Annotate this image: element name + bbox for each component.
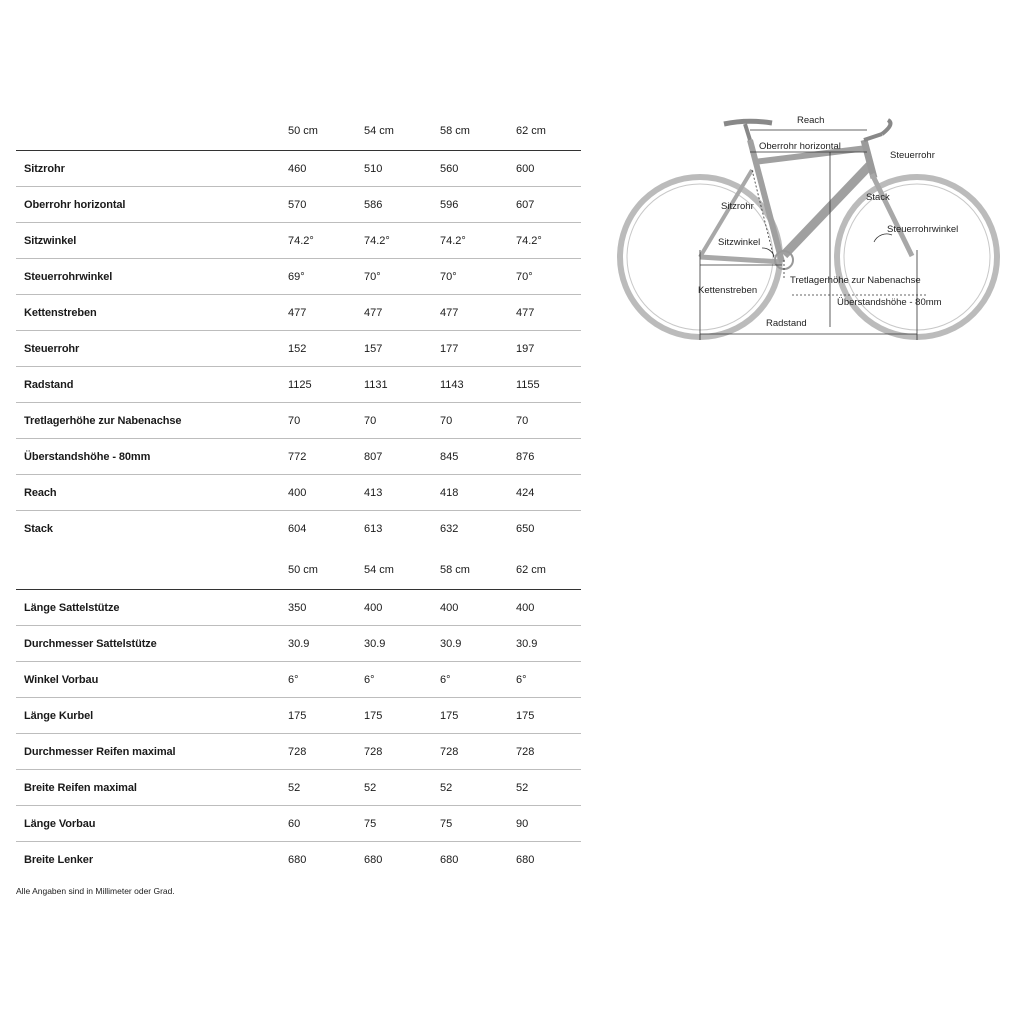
size-header: 62 cm: [516, 112, 581, 151]
cell-value: 424: [516, 475, 581, 511]
size-header: 54 cm: [364, 551, 440, 590]
down-tube: [784, 165, 870, 255]
cell-value: 728: [288, 734, 364, 770]
stack-label: Stack: [866, 192, 890, 203]
chain-stay: [700, 257, 782, 262]
cell-value: 876: [516, 439, 581, 475]
cell-value: 69°: [288, 259, 364, 295]
row-label: Radstand: [16, 367, 288, 403]
fork: [872, 174, 912, 256]
cell-value: 30.9: [364, 626, 440, 662]
geometry-table-body: [16, 151, 581, 547]
row-label: Sitzwinkel: [16, 223, 288, 259]
cell-value: 60: [288, 806, 364, 842]
cell-value: 175: [516, 698, 581, 734]
cell-value: 596: [440, 187, 516, 223]
cell-value: 680: [440, 853, 459, 866]
cell-value: 728: [516, 734, 581, 770]
table-row: [16, 403, 581, 439]
size-header: 58 cm: [440, 551, 516, 590]
cell-value: 52: [288, 770, 364, 806]
table-row: [16, 770, 581, 806]
cell-value: 607: [516, 187, 581, 223]
row-label: Reach: [16, 475, 288, 511]
cell-value: 680: [288, 853, 307, 866]
row-label: Steuerrohrwinkel: [16, 259, 288, 295]
cell-value: 6°: [364, 662, 440, 698]
cell-value: 70°: [364, 259, 440, 295]
size-header: 54 cm: [364, 112, 440, 151]
cell-value: 477: [364, 295, 440, 331]
cell-value: 175: [440, 698, 516, 734]
row-label: Länge Vorbau: [16, 806, 288, 842]
table-row: [16, 662, 581, 698]
cell-value: 728: [440, 734, 516, 770]
cell-value: 30.9: [516, 626, 581, 662]
row-label: Stack: [24, 522, 53, 535]
cell-value: 70: [364, 403, 440, 439]
table-row: [16, 187, 581, 223]
stem: [864, 134, 882, 140]
table-row: [16, 806, 581, 842]
cell-value: 613: [364, 522, 383, 535]
cell-value: 1131: [364, 367, 440, 403]
table-row: [16, 151, 581, 187]
table-row: [16, 511, 581, 547]
cell-value: 460: [288, 151, 364, 187]
row-label: Breite Lenker: [24, 853, 94, 866]
cell-value: 74.2°: [440, 223, 516, 259]
table-row: [16, 590, 581, 626]
cell-value: 845: [440, 439, 516, 475]
table-row: [16, 295, 581, 331]
cell-value: 560: [440, 151, 516, 187]
cell-value: 570: [288, 187, 364, 223]
table-row: [16, 734, 581, 770]
bike-geometry-diagram: [612, 110, 1007, 345]
cell-value: 75: [364, 806, 440, 842]
cell-value: 650: [516, 522, 535, 535]
size-header: 62 cm: [516, 551, 581, 590]
cell-value: 586: [364, 187, 440, 223]
cell-value: 400: [364, 590, 440, 626]
row-label: Länge Kurbel: [16, 698, 288, 734]
row-label: Tretlagerhöhe zur Nabenachse: [16, 403, 288, 439]
table-row: [16, 259, 581, 295]
cell-value: 197: [516, 331, 581, 367]
top-tube-label: Oberrohr horizontal: [759, 141, 841, 152]
row-label: Oberrohr horizontal: [16, 187, 288, 223]
table-row: [16, 698, 581, 734]
components-table-body: [16, 590, 581, 878]
cell-value: 477: [288, 295, 364, 331]
cell-value: 177: [440, 331, 516, 367]
size-header-row: [16, 551, 581, 590]
cell-value: 1155: [516, 367, 581, 403]
cell-value: 157: [364, 331, 440, 367]
standover-label: Überstandshöhe - 80mm: [837, 297, 942, 308]
cell-value: 74.2°: [516, 223, 581, 259]
cell-value: 510: [364, 151, 440, 187]
row-label: Sitzrohr: [16, 151, 288, 187]
size-header-row: [16, 112, 581, 151]
cell-value: 74.2°: [364, 223, 440, 259]
cell-value: 400: [288, 475, 364, 511]
cell-value: 6°: [516, 662, 581, 698]
table-row: [16, 475, 581, 511]
cell-value: 413: [364, 475, 440, 511]
cell-value: 418: [440, 475, 516, 511]
size-header: 58 cm: [440, 112, 516, 151]
chainstay-label: Kettenstreben: [698, 285, 758, 296]
cell-value: 70°: [440, 259, 516, 295]
cell-value: 90: [516, 806, 581, 842]
cell-value: 728: [364, 734, 440, 770]
table-row: [16, 626, 581, 662]
cell-value: 74.2°: [288, 223, 364, 259]
head-angle-label: Steuerrohrwinkel: [887, 224, 959, 235]
cell-value: 30.9: [440, 626, 516, 662]
components-table: [16, 551, 581, 877]
cell-value: 175: [288, 698, 364, 734]
cell-value: 680: [516, 853, 535, 866]
wheelbase-label: Radstand: [766, 318, 807, 329]
row-label: Kettenstreben: [16, 295, 288, 331]
saddle: [724, 121, 772, 124]
cell-value: 632: [440, 522, 459, 535]
footnote: Alle Angaben sind in Millimeter oder Grad.: [16, 886, 175, 896]
table-row: [16, 842, 581, 878]
cell-value: 604: [288, 522, 307, 535]
head-tube-label: Steuerrohr: [890, 150, 935, 161]
cell-value: 477: [516, 295, 581, 331]
cell-value: 6°: [440, 662, 516, 698]
seat-tube-label: Sitzrohr: [721, 201, 754, 212]
cell-value: 477: [440, 295, 516, 331]
cell-value: 70: [516, 403, 581, 439]
cell-value: 175: [364, 698, 440, 734]
cell-value: 1125: [288, 367, 364, 403]
cell-value: 70°: [516, 259, 581, 295]
cell-value: 75: [440, 806, 516, 842]
cell-value: 680: [364, 853, 383, 866]
geometry-table: [16, 112, 581, 546]
seatpost: [745, 124, 750, 140]
table-row: [16, 439, 581, 475]
header-blank: [16, 551, 288, 590]
seat-angle-label: Sitzwinkel: [718, 237, 761, 248]
cell-value: 807: [364, 439, 440, 475]
row-label: Durchmesser Reifen maximal: [16, 734, 288, 770]
row-label: Winkel Vorbau: [16, 662, 288, 698]
cell-value: 52: [364, 770, 440, 806]
cell-value: 350: [288, 590, 364, 626]
cell-value: 6°: [288, 662, 364, 698]
table-row: [16, 223, 581, 259]
cell-value: 70: [440, 403, 516, 439]
table-row: [16, 331, 581, 367]
cell-value: 400: [516, 590, 581, 626]
cell-value: 400: [440, 590, 516, 626]
bb-drop-label: Tretlagerhöhe zur Nabenachse: [790, 275, 921, 286]
table-row: [16, 367, 581, 403]
header-blank: [16, 112, 288, 151]
handlebar: [882, 120, 890, 134]
row-label: Durchmesser Sattelstütze: [16, 626, 288, 662]
cell-value: 70: [288, 403, 364, 439]
cell-value: 1143: [440, 367, 516, 403]
reach-label: Reach: [797, 115, 825, 126]
cell-value: 52: [516, 770, 581, 806]
size-header: 50 cm: [288, 112, 364, 151]
cell-value: 30.9: [288, 626, 364, 662]
row-label: Steuerrohr: [16, 331, 288, 367]
cell-value: 772: [288, 439, 364, 475]
dimension-lines: [700, 130, 927, 340]
cell-value: 52: [440, 770, 516, 806]
cell-value: 600: [516, 151, 581, 187]
row-label: Breite Reifen maximal: [16, 770, 288, 806]
cell-value: 152: [288, 331, 364, 367]
row-label: Überstandshöhe - 80mm: [16, 439, 288, 475]
size-header: 50 cm: [288, 551, 364, 590]
row-label: Länge Sattelstütze: [16, 590, 288, 626]
